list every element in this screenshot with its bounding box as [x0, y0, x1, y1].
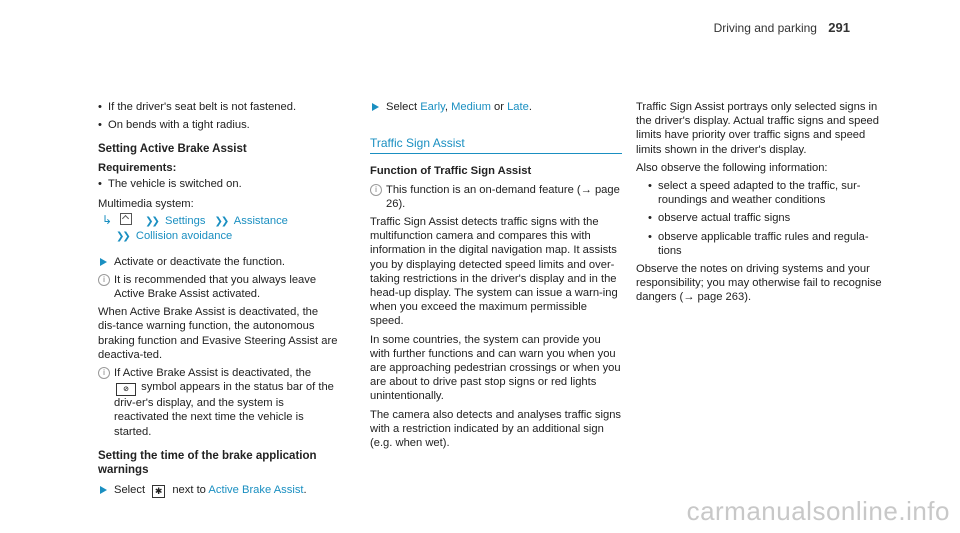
note-text: This function is an on-demand feature (→ page 26).: [386, 183, 620, 210]
punctuation: .: [528, 101, 532, 113]
option-late[interactable]: Late: [507, 101, 529, 113]
list-item: • select a speed adapted to the traffic, sur-roundings and weather conditions: [648, 179, 888, 207]
column-left: [98, 100, 338, 502]
note-text: symbol appears in the status bar of the driv-er's display, and the system is reactivated the next time the vehicle is started.: [114, 381, 334, 438]
action-arrow-icon: [100, 258, 107, 266]
note: [98, 273, 338, 301]
path-collision-avoidance[interactable]: Collision avoidance: [135, 230, 233, 243]
subheading-function: Function of Traffic Sign Assist: [370, 165, 532, 178]
info-icon: i: [98, 274, 110, 286]
list-item: • The vehicle is switched on.: [98, 177, 338, 191]
path-settings[interactable]: Settings: [164, 215, 206, 228]
paragraph: Traffic Sign Assist detects traffic signs with the multifunction camera and compares this with information in the digital navigation map. It assists you by displaying detected speed limits and over-taking restrictions in the driver's display and in the head-up display. The system can issue a warn-ing when you exceed the maximum permissible speed.: [370, 216, 618, 328]
path-assistance[interactable]: Assistance: [233, 215, 288, 228]
action-step: [370, 100, 622, 114]
section-name: Driving and parking: [713, 21, 817, 35]
menu-path: [98, 213, 338, 229]
heading-setting-active-brake-assist: Setting Active Brake Assist: [98, 143, 247, 156]
info-icon: i: [98, 367, 110, 379]
requirements-label: Requirements:: [98, 161, 177, 174]
double-chevron-icon: ❯❯: [116, 231, 129, 243]
section-title-traffic-sign-assist: Traffic Sign Assist: [370, 136, 622, 154]
gear-icon[interactable]: ✱: [152, 485, 165, 498]
action-step: [98, 483, 338, 498]
double-chevron-icon: ❯❯: [214, 216, 228, 228]
action-arrow-icon: [100, 486, 107, 494]
punctuation: ,: [444, 101, 448, 113]
paragraph: The camera also detects and analyses traffic signs with a restriction indicated by an additional sign (e.g. when wet).: [370, 408, 622, 450]
info-icon: i: [370, 184, 382, 196]
menu-path-cont: [98, 229, 338, 244]
note: [370, 183, 622, 211]
paragraph: When Active Brake Assist is deactivated, the dis-tance warning function, the autonomous braking function and Evasive Steering Assist are deactiva-ted.: [98, 306, 338, 361]
list-item: • On bends with a tight radius.: [98, 118, 338, 132]
action-step: [98, 255, 338, 269]
page-number: 291: [828, 20, 850, 35]
note-text: It is recommended that you always leave Active Brake Assist activated.: [114, 273, 317, 301]
action-text: Select: [114, 484, 146, 497]
path-start-arrow-icon: ↳: [102, 213, 113, 228]
note-text: If Active Brake Assist is deactivated, the: [114, 367, 312, 380]
paragraph: Also observe the following information:: [636, 161, 828, 174]
list-item: • observe actual traffic signs: [648, 211, 888, 225]
action-text: or: [494, 101, 504, 113]
option-early[interactable]: Early: [420, 101, 445, 113]
option-medium[interactable]: Medium: [451, 101, 491, 113]
paragraph: In some countries, the system can provide you with further functions and can warn you when you are approaching pedestrian crossings or when you are about to drive past stop signs or red lights unintentionally.: [370, 333, 621, 403]
home-icon: [120, 213, 132, 225]
brake-assist-off-icon: ⊘: [116, 383, 136, 396]
note: [98, 366, 338, 439]
multimedia-label: Multimedia system:: [98, 198, 194, 211]
list-item: • observe applicable traffic rules and regula-tions: [648, 230, 888, 258]
punctuation: .: [303, 484, 307, 497]
page-header: [714, 20, 850, 35]
paragraph: Traffic Sign Assist portrays only selected signs in the driver's display. Actual traffic signs and speed limits have priority over traffic signs and speed limits shown in the driver's display.: [636, 101, 880, 156]
list-item: • If the driver's seat belt is not fastened.: [98, 100, 338, 114]
paragraph: Observe the notes on driving systems and your responsibility; you may otherwise fail to recognise dangers (→ page 263).: [636, 263, 882, 304]
link-active-brake-assist[interactable]: Active Brake Assist: [208, 484, 304, 497]
action-text: Activate or deactivate the function.: [114, 255, 286, 268]
watermark: carmanualsonline.info: [686, 496, 950, 526]
action-arrow-icon: [372, 103, 379, 111]
heading-brake-warning-time: Setting the time of the brake application warnings: [98, 449, 317, 477]
double-chevron-icon: ❯❯: [145, 216, 158, 228]
column-middle: [370, 100, 622, 454]
action-text: next to: [172, 484, 206, 497]
action-text: Select: [386, 101, 418, 113]
column-right: [636, 100, 888, 309]
